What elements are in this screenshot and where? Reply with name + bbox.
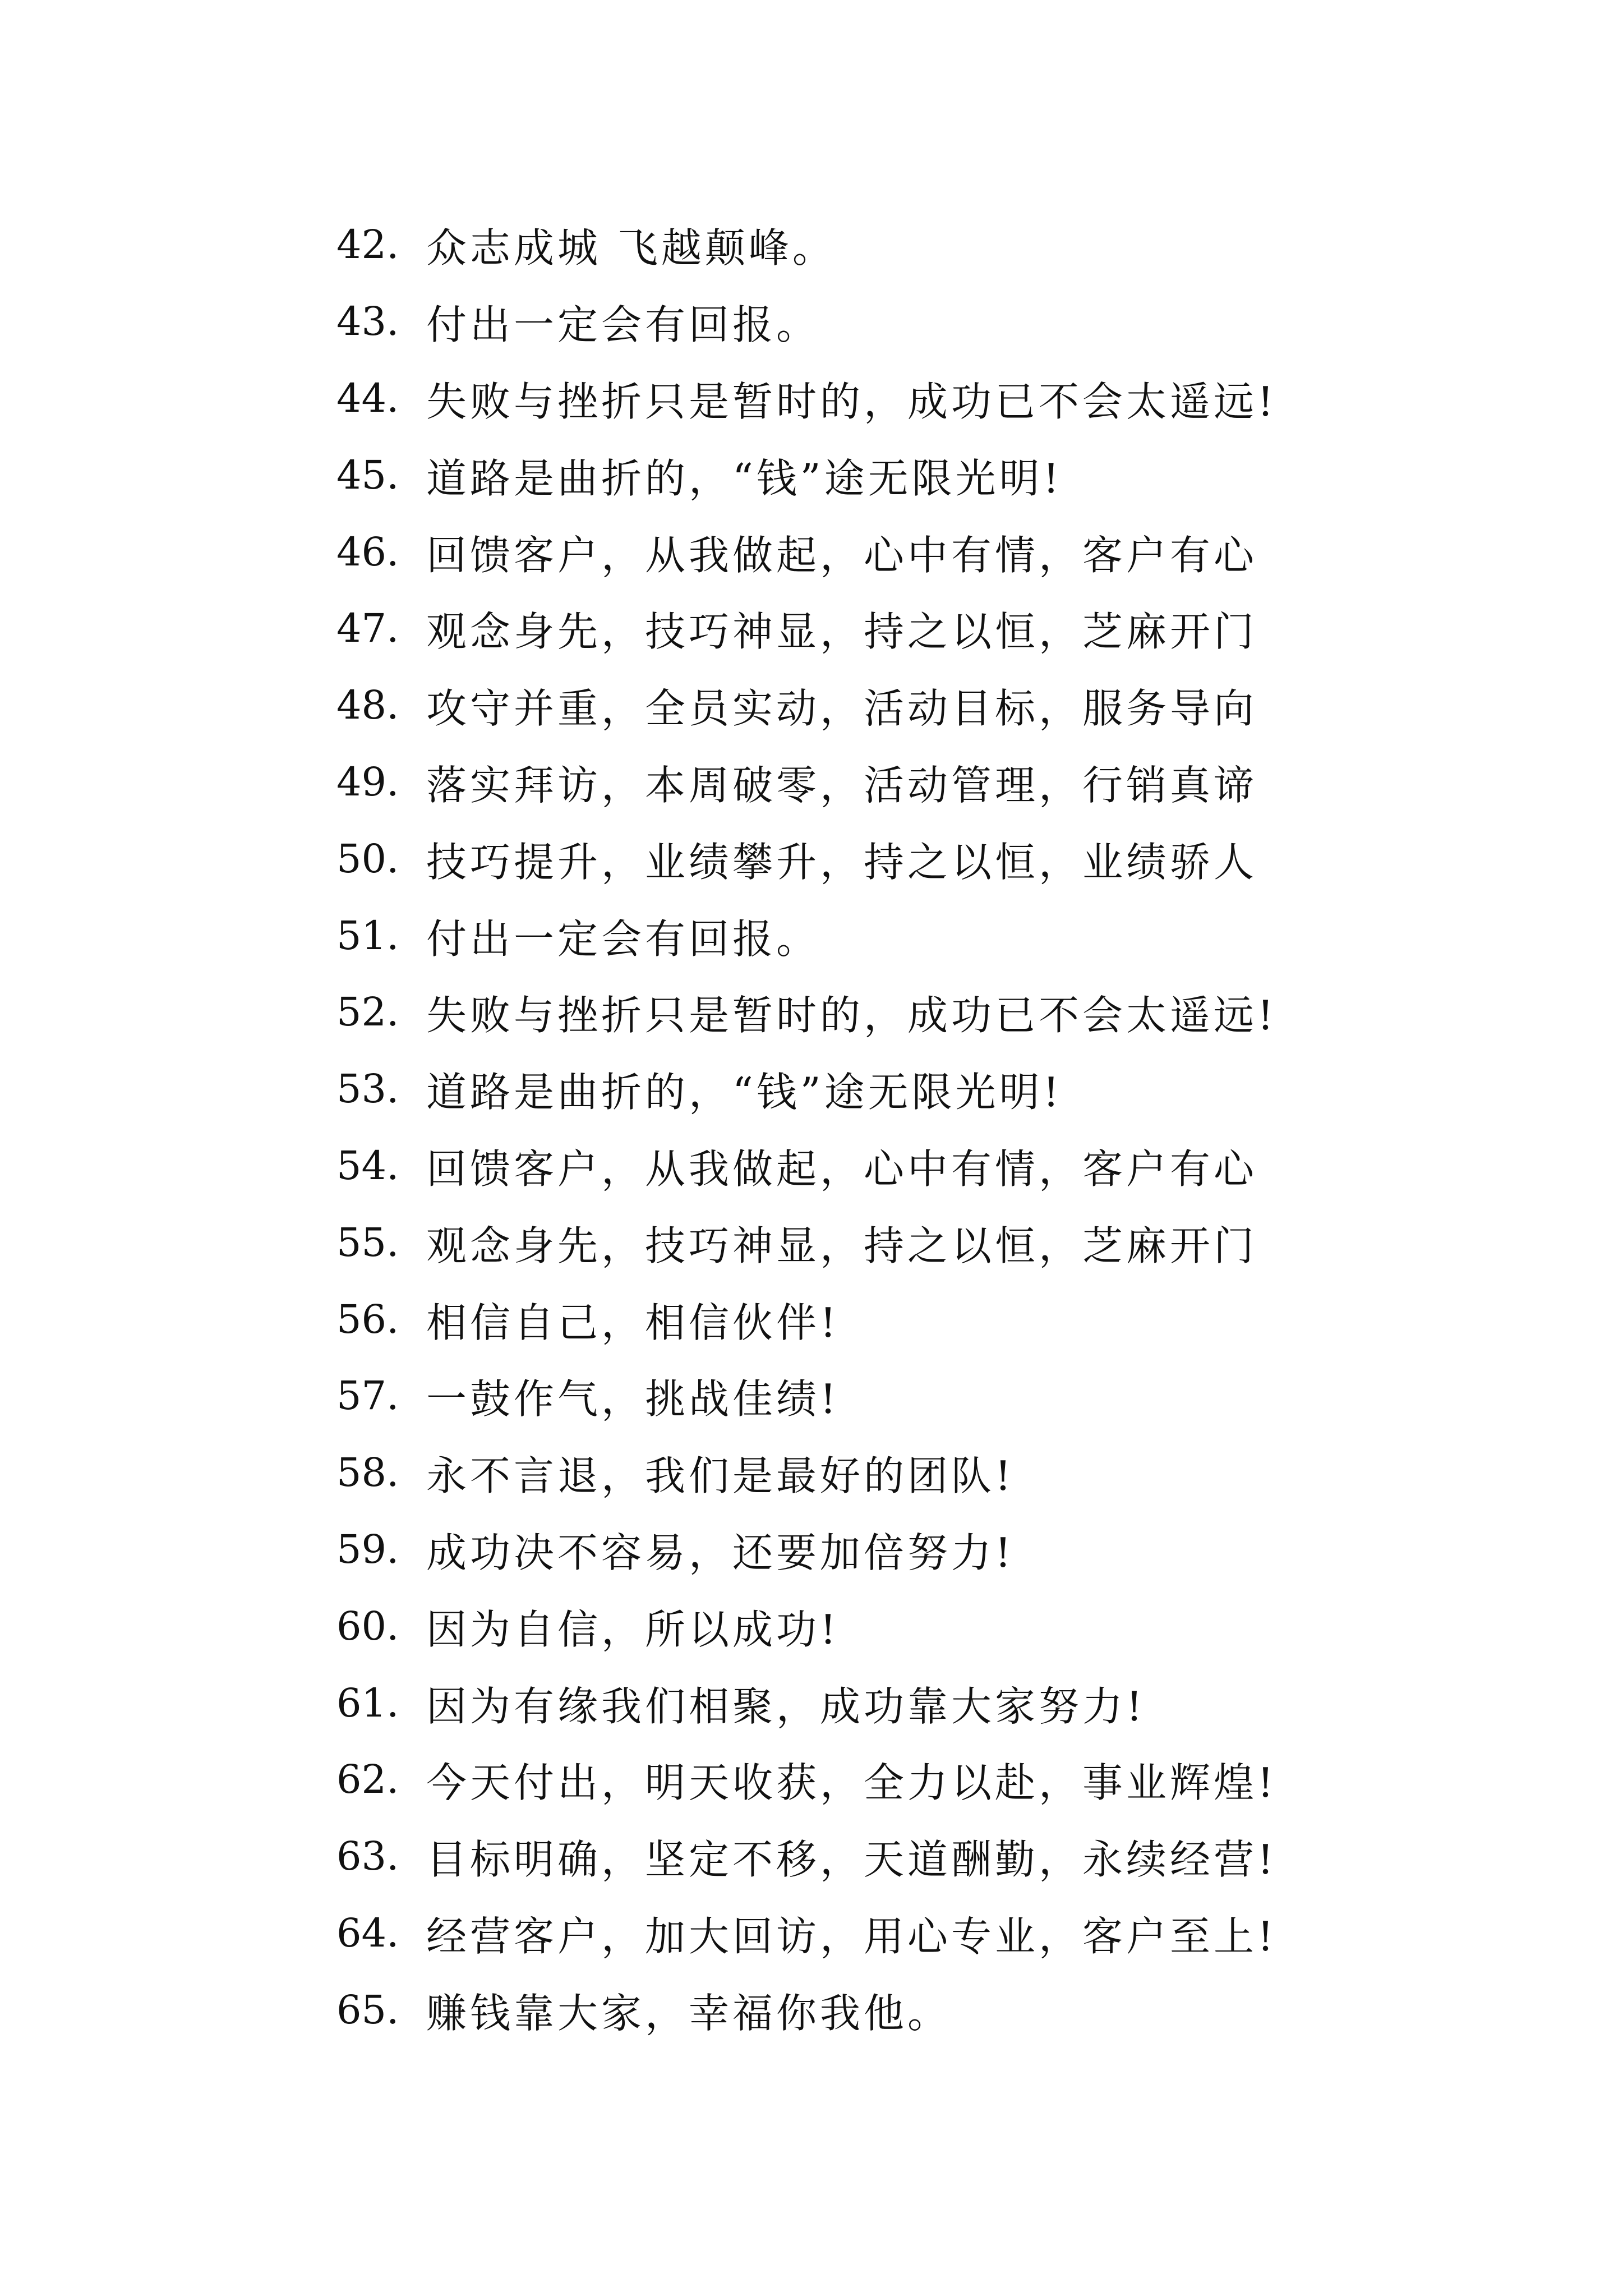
item-text: 付出一定会有回报。 <box>426 301 820 349</box>
item-number: 60. <box>336 1603 399 1649</box>
item-number: 61. <box>336 1680 399 1726</box>
item-number: 44. <box>336 375 399 421</box>
list-item <box>336 897 1458 974</box>
item-text: 永不言退，我们是最好的团队! <box>426 1452 1015 1500</box>
slogan-list <box>336 206 1458 2048</box>
item-text: 目标明确，坚定不移，天道酬勤，永续经营! <box>426 1836 1277 1884</box>
item-text: 观念身先，技巧神显，持之以恒，芝麻开门 <box>426 608 1258 656</box>
item-number: 65. <box>336 1986 399 2033</box>
list-item <box>336 1204 1458 1281</box>
item-text: 道路是曲折的，“钱”途无限光明! <box>426 1069 1063 1116</box>
item-text: 道路是曲折的，“钱”途无限光明! <box>426 454 1063 502</box>
item-text: 一鼓作气，挑战佳绩! <box>426 1375 840 1423</box>
item-number: 42. <box>336 222 399 268</box>
list-item <box>336 1971 1458 2048</box>
item-number: 48. <box>336 682 399 729</box>
list-item <box>336 1358 1458 1434</box>
list-item <box>336 283 1458 360</box>
list-item <box>336 667 1458 744</box>
list-item <box>336 1818 1458 1895</box>
item-text: 经营客户，加大回访，用心专业，客户至上! <box>426 1912 1277 1960</box>
item-number: 59. <box>336 1526 399 1572</box>
item-number: 47. <box>336 605 399 652</box>
list-item <box>336 1434 1458 1511</box>
list-item <box>336 436 1458 513</box>
list-item <box>336 1588 1458 1664</box>
item-text: 因为有缘我们相聚，成功靠大家努力! <box>426 1682 1146 1730</box>
item-number: 51. <box>336 912 399 959</box>
item-number: 58. <box>336 1450 399 1496</box>
item-number: 46. <box>336 528 399 575</box>
list-item <box>336 513 1458 590</box>
item-number: 55. <box>336 1219 399 1266</box>
item-number: 56. <box>336 1296 399 1342</box>
item-text: 观念身先，技巧神显，持之以恒，芝麻开门 <box>426 1222 1258 1269</box>
list-item <box>336 1281 1458 1358</box>
list-item <box>336 744 1458 821</box>
item-number: 52. <box>336 989 399 1036</box>
item-number: 49. <box>336 758 399 805</box>
list-item <box>336 1664 1458 1741</box>
item-number: 62. <box>336 1756 399 1803</box>
item-number: 50. <box>336 835 399 882</box>
item-number: 57. <box>336 1373 399 1419</box>
item-text: 今天付出，明天收获，全力以赴，事业辉煌! <box>426 1759 1277 1807</box>
list-item <box>336 820 1458 897</box>
item-number: 54. <box>336 1142 399 1189</box>
item-number: 63. <box>336 1833 399 1880</box>
item-text: 技巧提升，业绩攀升，持之以恒，业绩骄人 <box>426 838 1258 886</box>
list-item <box>336 206 1458 283</box>
list-item <box>336 1128 1458 1204</box>
list-item <box>336 1895 1458 1972</box>
item-number: 43. <box>336 298 399 345</box>
item-text: 相信自己，相信伙伴! <box>426 1299 840 1346</box>
item-text: 成功决不容易，还要加倍努力! <box>426 1529 1015 1576</box>
list-item <box>336 974 1458 1051</box>
item-text: 付出一定会有回报。 <box>426 915 820 963</box>
item-number: 53. <box>336 1066 399 1112</box>
item-text: 落实拜访，本周破零，活动管理，行销真谛 <box>426 761 1258 809</box>
item-text: 众志成城 飞越颠峰。 <box>426 224 836 272</box>
item-number: 64. <box>336 1910 399 1956</box>
item-text: 赚钱靠大家，幸福你我他。 <box>426 1989 952 2037</box>
item-text: 因为自信，所以成功! <box>426 1605 840 1653</box>
item-number: 45. <box>336 452 399 498</box>
item-text: 攻守并重，全员实动，活动目标，服务导向 <box>426 685 1258 733</box>
list-item <box>336 590 1458 667</box>
list-item <box>336 1051 1458 1128</box>
item-text: 回馈客户，从我做起，心中有情，客户有心 <box>426 531 1258 579</box>
item-text: 回馈客户，从我做起，心中有情，客户有心 <box>426 1145 1258 1193</box>
list-item <box>336 1741 1458 1818</box>
item-text: 失败与挫折只是暂时的，成功已不会太遥远! <box>426 992 1277 1039</box>
list-item <box>336 1511 1458 1588</box>
list-item <box>336 360 1458 437</box>
item-text: 失败与挫折只是暂时的，成功已不会太遥远! <box>426 378 1277 425</box>
